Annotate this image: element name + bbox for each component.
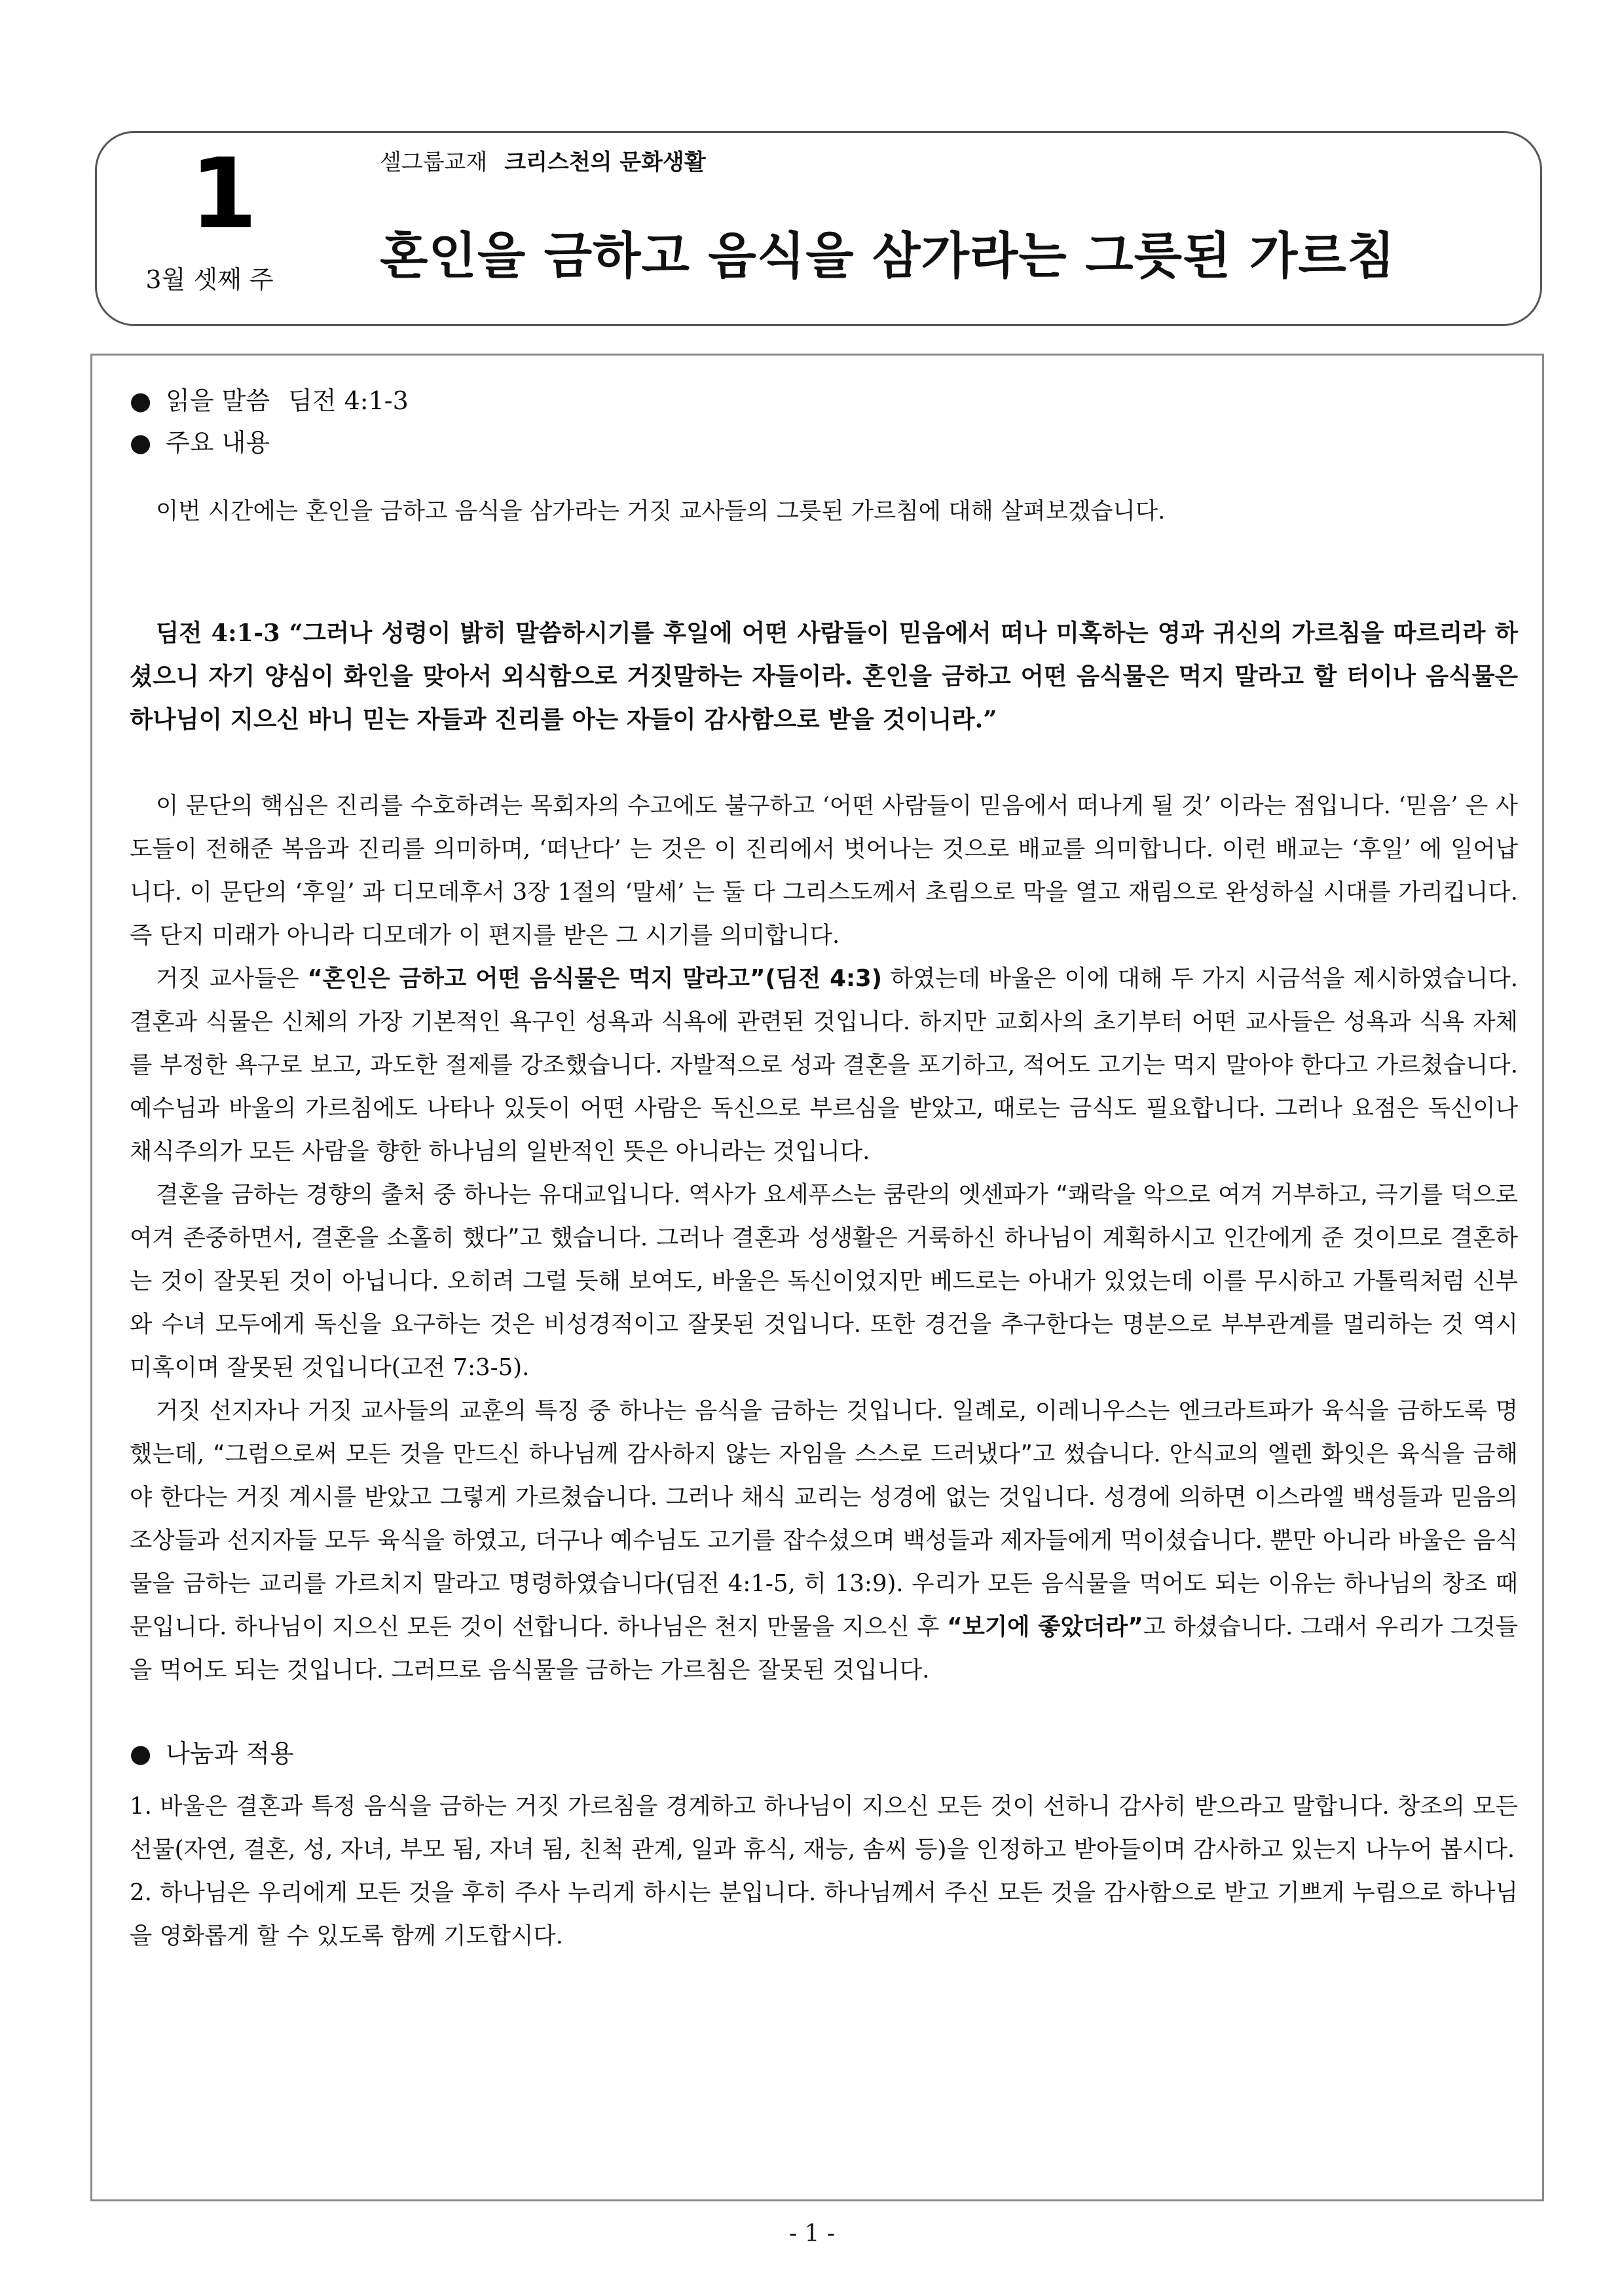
lesson-number: 1	[190, 138, 257, 250]
application-item-2: 2. 하나님은 우리에게 모든 것을 후히 주사 누리게 하시는 분입니다. 하나님께서 주신 모든 것을 감사함으로 받고 기쁘게 누림으로 하나님을 영화롭게 할 수 있도록 함께 기도합시다.	[130, 1879, 1518, 1949]
series-title: 크리스천의 문화생활	[504, 149, 706, 175]
reading-label: 읽을 말씀	[166, 386, 270, 415]
quote-highlight: “보기에 좋았더라”	[947, 1613, 1143, 1640]
bullet-icon: ●	[130, 428, 152, 457]
share-label: 나눔과 적용	[166, 1739, 294, 1768]
commentary-paragraph-2	[130, 957, 1518, 1173]
lesson-week: 3월 셋째 주	[145, 265, 274, 294]
page-title: 혼인을 금하고 음식을 삼가라는 그릇된 가르침	[380, 227, 1396, 285]
quote-highlight: “그럼으로써 모든 것을 만드신 하나님께 감사하지 않는 자임을 스스로 드러냈다”	[213, 1441, 1033, 1467]
reading-line	[130, 380, 1518, 422]
text-run: 거짓 교사들은	[156, 965, 308, 992]
commentary	[130, 784, 1518, 1692]
summary-label: 주요 내용	[166, 428, 270, 457]
application-item-1: 1. 바울은 결혼과 특정 음식을 금하는 거짓 가르침을 경계하고 하나님이 지으신 모든 것이 선하니 감사히 받으라고 말합니다. 창조의 모든 선물(자연, 결혼, 성, 자녀, 부모 됨, 자녀 됨, 친척 관계, 일과 휴식, 재능, 솜씨 등)을 인정하고 받아들이며 감사하고 있는지 나누어 봅시다.	[130, 1793, 1518, 1863]
text-run: 결혼을 금하는 경향의 출처 중 하나는 유대교입니다. 역사가 요세푸스는 쿰란의 엣센파가	[156, 1181, 1056, 1208]
quote-highlight: “쾌락을 악으로 여겨 거부하고, 극기를 덕으로 여겨 존중하면서, 결혼을 소홀히 했다”	[130, 1181, 1518, 1251]
commentary-paragraph-3	[130, 1173, 1518, 1389]
text-run: 고 했습니다. 그러나 결혼과 성생활은 거룩하신 하나님이 계획하시고 인간에게 준 것이므로 결혼하는 것이 잘못된 것이 아닙니다. 오히려 그럴 듯해 보여도, 바울은 독신이었지만 베드로는 아내가 있었는데 이를 무시하고 가톨릭처럼 신부와 수녀 모두에게 독신을 요구하는 것은 비성경적이고 잘못된 것입니다. 또한 경건을 추구한다는 명분으로 부부관계를 멀리하는 것 역시 미혹이며 잘못된 것입니다(고전 7:3-5).	[130, 1224, 1518, 1381]
intro-paragraph: 이번 시간에는 혼인을 금하고 음식을 삼가라는 거짓 교사들의 그릇된 가르침에 대해 살펴보겠습니다.	[156, 498, 1166, 524]
text-run: 고 하셨습니다. 그래서 우리가 그것들을 먹어도 되는 것입니다. 그러므로 음식물을 금하는 가르침은 잘못된 것입니다.	[130, 1613, 1518, 1683]
quote-highlight: “혼인은 금하고 어떤 음식물은 먹지 말라고”(딤전 4:3)	[307, 965, 882, 992]
commentary-paragraph-4	[130, 1389, 1518, 1692]
share-heading	[130, 1733, 1518, 1774]
bullet-icon: ●	[130, 1739, 152, 1768]
scripture-passage: 딤전 4:1-3 “그러나 성령이 밝히 말씀하시기를 후일에 어떤 사람들이 믿음에서 떠나 미혹하는 영과 귀신의 가르침을 따르리라 하셨으니 자기 양심이 화인을 맞아서 외식함으로 거짓말하는 자들이라. 혼인을 금하고 어떤 음식물은 먹지 말라고 할 터이나 음식물은 하나님이 지으신 바니 믿는 자들과 진리를 아는 자들이 감사함으로 받을 것이니라.”	[130, 619, 1518, 733]
application-list	[130, 1785, 1518, 1958]
commentary-paragraph-1: 이 문단의 핵심은 진리를 수호하려는 목회자의 수고에도 불구하고 ‘어떤 사람들이 믿음에서 떠나게 될 것’ 이라는 점입니다. ‘믿음’ 은 사도들이 전해준 복음과 진리를 의미하며, ‘떠난다’ 는 것은 이 진리에서 벗어나는 것으로 배교를 의미합니다. 이런 배교는 ‘후일’ 에 일어납니다. 이 문단의 ‘후일’ 과 디모데후서 3장 1절의 ‘말세’ 는 둘 다 그리스도께서 초림으로 막을 열고 재림으로 완성하실 시대를 가리킵니다. 즉 단지 미래가 아니라 디모데가 이 편지를 받은 그 시기를 의미합니다.	[130, 792, 1518, 949]
page-number: - 1 -	[788, 2220, 836, 2247]
text-run: 거짓 선지자나 거짓 교사들의 교훈의 특징 중 하나는 음식을 금하는 것입니다. 일례로, 이레니우스는 엔크라트파가 육식을 금하도록 명했는데,	[130, 1397, 1518, 1467]
text-run: 고 썼습니다. 안식교의 엘렌 화잇은 육식을 금해야 한다는 거짓 계시를 받았고 그렇게 가르쳤습니다. 그러나 채식 교리는 성경에 없는 것입니다. 성경에 의하면 이스라엘 백성들과 믿음의 조상들과 선지자들 모두 육식을 하였고, 더구나 예수님도 고기를 잡수셨으며 백성들과 제자들에게 먹이셨습니다. 뿐만 아니라 바울은 음식물을 금하는 교리를 가르치지 말라고 명령하였습니다(딤전 4:1-5, 히 13:9). 우리가 모든 음식물을 먹어도 되는 이유는 하나님의 창조 때문입니다. 하나님이 지으신 모든 것이 선합니다. 하나님은 천지 만물을 지으신 후	[130, 1441, 1518, 1640]
series-label	[380, 149, 706, 176]
reading-reference: 딤전 4:1-3	[288, 386, 409, 415]
summary-heading	[130, 422, 1518, 464]
lesson-content	[130, 380, 1518, 1958]
text-run: 하였는데 바울은 이에 대해 두 가지 시금석을 제시하였습니다. 결혼과 식물은 신체의 가장 기본적인 욕구인 성욕과 식욕에 관련된 것입니다. 하지만 교회사의 초기부터 어떤 교사들은 성욕과 식욕 자체를 부정한 욕구로 보고, 과도한 절제를 강조했습니다. 자발적으로 성과 결혼을 포기하고, 적어도 고기는 먹지 말아야 한다고 가르쳤습니다. 예수님과 바울의 가르침에도 나타나 있듯이 어떤 사람은 독신으로 부르심을 받았고, 때로는 금식도 필요합니다. 그러나 요점은 독신이나 채식주의가 모든 사람을 향한 하나님의 일반적인 뜻은 아니라는 것입니다.	[130, 965, 1518, 1165]
series-book: 셀그룹교재	[380, 149, 488, 175]
bullet-icon: ●	[130, 386, 152, 415]
